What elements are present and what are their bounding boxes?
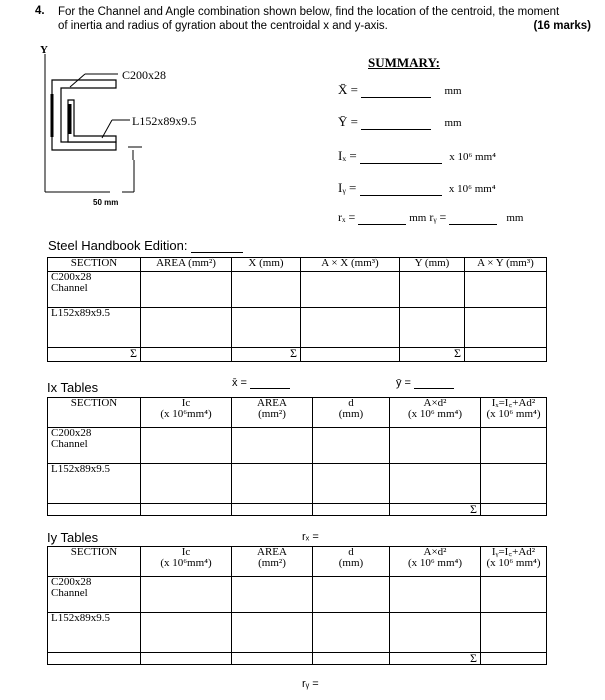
- ybar-row: [396, 377, 454, 389]
- summary-ix-row: [338, 148, 578, 164]
- header-iy-total: Iᵧ=I꜀+Ad² (x 10⁶ mm⁴): [481, 547, 547, 577]
- header-section: SECTION: [48, 398, 141, 428]
- header-section: SECTION: [48, 547, 141, 577]
- sigma-symbol: Σ: [290, 346, 297, 360]
- cell[interactable]: [232, 613, 313, 653]
- question-number-text: 4.: [35, 5, 45, 17]
- cell: [48, 653, 141, 665]
- summary-xbar-label: X̄ =: [338, 82, 358, 97]
- header-ay: A × Y (mm³): [465, 258, 547, 272]
- sum-row: [48, 504, 547, 516]
- cell[interactable]: [141, 464, 232, 504]
- centroid-table-header: [48, 258, 547, 272]
- summary-ybar-row: [338, 114, 568, 130]
- cell[interactable]: [481, 464, 547, 504]
- summary-ybar-label: Ȳ =: [338, 114, 358, 129]
- iy-table: [47, 546, 547, 665]
- cell[interactable]: [141, 577, 232, 613]
- summary-title: SUMMARY:: [368, 55, 441, 70]
- header-ad2: A×d² (x 10⁶ mm⁴): [390, 398, 481, 428]
- header-area: AREA (mm²): [232, 398, 313, 428]
- cell[interactable]: [481, 613, 547, 653]
- cell: [48, 504, 141, 516]
- sum-cell: [390, 653, 481, 665]
- summary-xbar-row: [338, 82, 568, 98]
- cell[interactable]: [313, 577, 390, 613]
- header-ic: Ic (x 10⁶mm⁴): [141, 547, 232, 577]
- centroid-table: [47, 257, 547, 362]
- cell[interactable]: [390, 613, 481, 653]
- cell[interactable]: [390, 464, 481, 504]
- cell[interactable]: [465, 348, 547, 362]
- row-angle-section: L152x89x9.5: [48, 613, 141, 653]
- row-channel-section: [48, 577, 141, 613]
- cell: [232, 504, 313, 516]
- summary-ix-field[interactable]: [360, 163, 442, 164]
- header-d: d (mm): [313, 547, 390, 577]
- header-area: AREA (mm²): [232, 547, 313, 577]
- ybar-label: ȳ =: [396, 377, 411, 389]
- angle-shape: [68, 100, 116, 142]
- question-line-1: For the Channel and Angle combination shown below, find the location of the centroid, the moment: [58, 6, 560, 18]
- channel-name: C200x28: [51, 576, 92, 588]
- cell[interactable]: [400, 308, 465, 348]
- cell[interactable]: [313, 428, 390, 464]
- xbar-row: [232, 377, 290, 389]
- table-row: [48, 272, 547, 308]
- question-text: [58, 5, 603, 33]
- cell[interactable]: [232, 428, 313, 464]
- cell[interactable]: [481, 428, 547, 464]
- cell[interactable]: [465, 308, 547, 348]
- cell[interactable]: [141, 272, 232, 308]
- summary-iy-label: Iᵧ =: [338, 180, 357, 195]
- summary-rx-unit: mm: [409, 212, 427, 224]
- summary-iy-unit: x 10⁶ mm⁴: [448, 183, 496, 195]
- cell[interactable]: [232, 464, 313, 504]
- summary-r-row: [338, 210, 603, 225]
- header-ix-total: Iₓ=I꜀+Ad² (x 10⁶ mm⁴): [481, 398, 547, 428]
- ix-table-label: Ix Tables: [47, 380, 99, 395]
- cell[interactable]: [141, 308, 232, 348]
- handbook-edition-field[interactable]: [191, 252, 243, 253]
- iy-table-header: [48, 547, 547, 577]
- sum-cell: [400, 348, 465, 362]
- ix-table: [47, 397, 547, 516]
- cell[interactable]: [390, 428, 481, 464]
- iy-table-label: Iy Tables: [47, 530, 99, 545]
- cell: [141, 653, 232, 665]
- cell[interactable]: [400, 272, 465, 308]
- row-angle-section: L152x89x9.5: [48, 464, 141, 504]
- sum-row: [48, 348, 547, 362]
- header-area: AREA (mm²): [141, 258, 232, 272]
- question-line-2: of inertia and radius of gyration about the centroidal x and y-axis.: [58, 20, 388, 32]
- table-row: [48, 577, 547, 613]
- xbar-field[interactable]: [250, 388, 290, 389]
- channel-name: C200x28: [51, 427, 92, 439]
- header-y: Y (mm): [400, 258, 465, 272]
- angle-label: L152x89x9.5: [132, 114, 197, 128]
- handbook-edition-label: Steel Handbook Edition:: [48, 238, 188, 253]
- dimension-label: 50 mm: [93, 198, 119, 207]
- summary-ry-field[interactable]: [449, 224, 497, 225]
- cell[interactable]: [313, 613, 390, 653]
- cell[interactable]: [481, 577, 547, 613]
- summary-ry-label: rᵧ =: [429, 210, 447, 224]
- header-section: SECTION: [48, 258, 141, 272]
- summary-xbar-unit: mm: [444, 85, 462, 97]
- ry-label: rᵧ =: [302, 678, 319, 690]
- summary-ybar-field[interactable]: [361, 129, 431, 130]
- cell[interactable]: [481, 653, 547, 665]
- row-angle-section: L152x89x9.5: [48, 308, 141, 348]
- channel-name: C200x28: [51, 271, 92, 283]
- cell[interactable]: [141, 613, 232, 653]
- cell[interactable]: [232, 272, 301, 308]
- y-axis-label: Y: [40, 44, 48, 56]
- handbook-edition-row: [48, 238, 243, 253]
- header-x: X (mm): [232, 258, 301, 272]
- header-d: d (mm): [313, 398, 390, 428]
- cell[interactable]: [301, 348, 400, 362]
- table-row: [48, 464, 547, 504]
- sum-row: [48, 653, 547, 665]
- sigma-symbol: Σ: [470, 651, 477, 665]
- ix-table-header: [48, 398, 547, 428]
- channel-type: Channel: [51, 587, 88, 599]
- summary-ix-unit: x 10⁶ mm⁴: [449, 151, 496, 163]
- sigma-symbol: Σ: [454, 346, 461, 360]
- summary-iy-field[interactable]: [360, 195, 442, 196]
- xbar-label: x̄ =: [232, 377, 247, 389]
- rx-label: rₓ =: [302, 531, 319, 543]
- cell: [313, 504, 390, 516]
- cell[interactable]: [301, 272, 400, 308]
- summary-rx-field[interactable]: [358, 224, 406, 225]
- summary-iy-row: [338, 180, 578, 196]
- cell[interactable]: [232, 577, 313, 613]
- sum-cell: [232, 348, 301, 362]
- sigma-symbol: Σ: [470, 502, 477, 516]
- header-ic: Ic (x 10⁶mm⁴): [141, 398, 232, 428]
- cell[interactable]: [301, 308, 400, 348]
- ybar-field[interactable]: [414, 388, 454, 389]
- table-row: [48, 308, 547, 348]
- cell[interactable]: [390, 577, 481, 613]
- summary-ry-unit: mm: [506, 212, 524, 224]
- marks-label: (16 marks): [533, 20, 591, 32]
- summary-ybar-unit: mm: [444, 117, 462, 129]
- cell[interactable]: [313, 464, 390, 504]
- header-ax: A × X (mm³): [301, 258, 400, 272]
- summary-ix-label: Iₓ =: [338, 148, 357, 163]
- cell[interactable]: [141, 348, 232, 362]
- cell[interactable]: [141, 428, 232, 464]
- summary-rx-label: rₓ =: [338, 210, 356, 224]
- cell: [232, 653, 313, 665]
- header-ad2: A×d² (x 10⁶ mm⁴): [390, 547, 481, 577]
- row-channel-section: [48, 428, 141, 464]
- cell: [141, 504, 232, 516]
- channel-type: Channel: [51, 438, 88, 450]
- table-row: [48, 613, 547, 653]
- cell[interactable]: [481, 504, 547, 516]
- summary-xbar-field[interactable]: [361, 97, 431, 98]
- cell[interactable]: [232, 308, 301, 348]
- sum-cell: [48, 348, 141, 362]
- sum-cell: [390, 504, 481, 516]
- table-row: [48, 428, 547, 464]
- channel-type: Channel: [51, 282, 88, 294]
- row-channel-section: [48, 272, 141, 308]
- cell[interactable]: [465, 272, 547, 308]
- sigma-symbol: Σ: [130, 346, 137, 360]
- cell: [313, 653, 390, 665]
- channel-label: C200x28: [122, 68, 167, 82]
